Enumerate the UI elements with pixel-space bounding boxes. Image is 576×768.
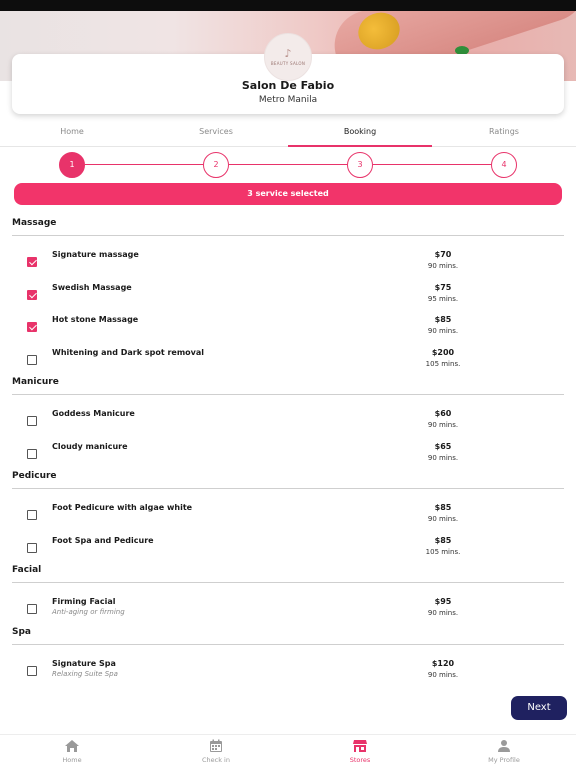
category-title: Manicure [12,377,59,387]
stepper-connector [229,164,347,165]
bottom-nav [0,734,576,768]
service-price: $85 [434,535,452,545]
service-name: Signature massage [52,250,139,259]
service-name: Foot Pedicure with algae white [52,503,193,512]
service-description: Relaxing Suite Spa [52,669,118,678]
service-row[interactable] [0,436,576,468]
service-checkbox[interactable] [27,449,37,459]
service-checkbox[interactable] [27,355,37,365]
stepper-connector [373,164,491,165]
service-description: Anti-aging or firming [52,608,125,616]
step-1[interactable]: 1 [59,152,85,178]
service-row[interactable] [0,342,576,374]
service-price: $120 [431,658,455,668]
service-price: $85 [434,315,452,324]
service-checkbox[interactable] [27,543,37,553]
service-row[interactable] [0,530,576,562]
service-price: $85 [434,503,452,512]
service-row[interactable] [0,591,576,623]
service-duration: 90 mins. [427,453,459,462]
service-name: Goddess Manicure [52,409,135,418]
category-title: Massage [12,218,57,228]
status-bar [0,0,576,11]
service-row[interactable] [0,403,576,435]
salon-logo: ♪ BEAUTY SALON [264,33,312,81]
stepper-connector [85,164,203,165]
service-checkbox[interactable] [27,416,37,426]
service-row[interactable] [0,653,576,685]
service-price: $200 [431,347,455,357]
nav-label: My Profile [488,756,520,764]
nav-stores[interactable] [288,735,432,768]
service-price: $95 [434,597,452,606]
service-list [0,210,576,694]
service-name: Foot Spa and Pedicure [52,535,154,545]
store-icon [352,739,368,753]
service-duration: 90 mins. [427,421,459,429]
service-duration: 90 mins. [427,262,459,270]
tab-bar [0,123,576,147]
service-checkbox[interactable] [27,604,37,614]
service-duration: 90 mins. [427,327,459,335]
category-divider [12,582,564,583]
service-price: $75 [434,282,452,292]
category-title: Spa [12,626,31,637]
selected-count-banner: 3 service selected [14,183,562,205]
service-duration: 105 mins. [425,359,461,368]
category-divider [12,394,564,395]
salon-logo-text: BEAUTY SALON [270,60,306,66]
calendar-icon [208,739,224,753]
service-duration: 95 mins. [427,294,459,303]
home-icon [64,739,80,753]
tab-booking[interactable]: Booking [288,123,432,146]
step-4[interactable]: 4 [491,152,517,178]
service-name: Hot stone Massage [52,315,139,324]
nav-label: Check in [202,756,230,764]
step-2[interactable]: 2 [203,152,229,178]
tab-home[interactable]: Home [60,127,84,136]
category-title: Facial [12,565,42,575]
service-duration: 90 mins. [427,609,459,617]
nav-label: Stores [349,756,371,764]
tab-ratings[interactable]: Ratings [489,127,519,136]
nav-home[interactable] [0,735,144,768]
service-checkbox[interactable] [27,290,37,300]
service-duration: 105 mins. [425,547,461,556]
service-row[interactable] [0,244,576,276]
tab-services[interactable]: Services [199,127,233,136]
service-row[interactable] [0,277,576,309]
service-checkbox[interactable] [27,666,37,676]
step-3[interactable]: 3 [347,152,373,178]
service-name: Swedish Massage [52,282,132,292]
next-button[interactable]: Next [511,696,567,720]
nav-my-profile[interactable] [432,735,576,768]
service-duration: 90 mins. [427,515,459,523]
booking-stepper [0,150,576,180]
service-price: $60 [434,409,452,418]
service-name: Whitening and Dark spot removal [52,347,205,357]
service-name: Cloudy manicure [52,441,128,451]
nav-check-in[interactable] [144,735,288,768]
service-name: Signature Spa [52,658,116,668]
category-divider [12,644,564,645]
salon-location: Metro Manila [258,95,318,105]
nav-label: Home [62,756,82,764]
category-divider [12,235,564,236]
service-price: $65 [434,441,452,451]
salon-name: Salon De Fabio [241,79,335,92]
service-price: $70 [434,250,452,259]
category-divider [12,488,564,489]
category-title: Pedicure [12,471,57,481]
service-checkbox[interactable] [27,510,37,520]
service-row[interactable] [0,309,576,341]
service-row[interactable] [0,497,576,529]
user-icon [496,739,512,753]
service-duration: 90 mins. [427,670,459,679]
service-name: Firming Facial [52,597,116,606]
service-checkbox[interactable] [27,257,37,267]
service-checkbox[interactable] [27,322,37,332]
